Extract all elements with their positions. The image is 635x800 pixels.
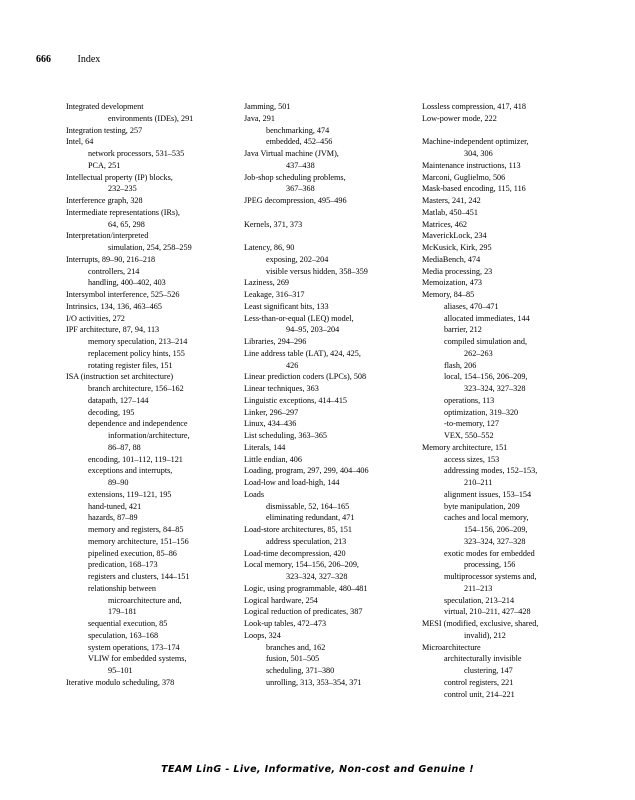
index-entry: Masters, 241, 242 <box>422 196 481 205</box>
index-continuation: 86–87, 88 <box>108 442 141 452</box>
index-continuation: microarchitecture and, <box>108 595 182 605</box>
index-entry: Mask-based encoding, 115, 116 <box>422 184 526 194</box>
index-subentry: memory speculation, 213–214 <box>88 337 188 346</box>
index-entry: Matlab, 450–451 <box>422 207 478 217</box>
index-subentry: control unit, 214–221 <box>444 689 515 699</box>
index-continuation: 89–90 <box>108 478 129 487</box>
index-subentry: VEX, 550–552 <box>444 431 494 440</box>
index-entry: Memory, 84–85 <box>422 290 475 299</box>
index-subentry: optimization, 319–320 <box>444 407 519 417</box>
index-continuation: 323–324, 327–328 <box>464 536 526 546</box>
index-subentry: speculation, 213–214 <box>444 595 515 605</box>
index-entry: Interpretation/interpreted <box>66 231 149 241</box>
index-subentry: eliminating redundant, 471 <box>266 513 355 523</box>
page-header <box>36 54 100 65</box>
index-entry: IPF architecture, 87, 94, 113 <box>66 325 160 335</box>
index-entry: Linguistic exceptions, 414–415 <box>244 395 348 405</box>
index-subentry: rotating register files, 151 <box>88 360 173 370</box>
index-entry: Load-low and load-high, 144 <box>244 478 340 487</box>
index-subentry: caches and local memory, <box>444 513 529 523</box>
index-continuation: 94–95, 203–204 <box>286 325 340 335</box>
index-entry: Job-shop scheduling problems, <box>244 172 346 182</box>
index-entry: Iterative modulo scheduling, 378 <box>66 677 175 687</box>
index-entry: Logical hardware, 254 <box>244 595 318 605</box>
index-subentry: access sizes, 153 <box>444 454 500 464</box>
index-subentry: allocated immediates, 144 <box>444 313 530 323</box>
index-entry: Intrinsics, 134, 136, 463–465 <box>66 301 162 311</box>
index-subentry: multiprocessor systems and, <box>444 572 537 581</box>
index-continuation: 179–181 <box>108 607 137 617</box>
index-entry: Intersymbol interference, 525–526 <box>66 290 180 299</box>
index-subentry: relationship between <box>88 583 156 593</box>
index-subentry: exposing, 202–204 <box>266 254 329 264</box>
index-subentry: dependence and independence <box>88 419 188 429</box>
index-subentry: network processors, 531–535 <box>88 149 185 158</box>
index-continuation: environments (IDEs), 291 <box>108 113 194 123</box>
index-subentry: PCA, 251 <box>88 160 121 170</box>
index-subentry: control registers, 221 <box>444 677 514 687</box>
index-entry: Java, 291 <box>244 113 275 123</box>
index-entry: Machine-independent optimizer, <box>422 137 529 147</box>
index-subentry: replacement policy hints, 155 <box>88 348 185 358</box>
index-entry: Linear prediction coders (LPCs), 508 <box>244 372 367 382</box>
index-subentry: scheduling, 371–380 <box>266 666 335 675</box>
index-entry: MESI (modified, exclusive, shared, <box>422 619 539 628</box>
index-subentry: handling, 400–402, 403 <box>88 278 166 288</box>
index-entry: Interference graph, 328 <box>66 196 143 205</box>
index-entry: Media processing, 23 <box>422 266 493 276</box>
index-subentry: dismissable, 52, 164–165 <box>266 501 350 511</box>
index-continuation: invalid), 212 <box>464 630 506 640</box>
index-entry: Loads <box>244 489 265 499</box>
index-entry: Java Virtual machine (JVM), <box>244 149 339 158</box>
index-subentry: sequential execution, 85 <box>88 619 168 628</box>
index-continuation: 437–438 <box>286 160 315 170</box>
index-entry: Literals, 144 <box>244 442 286 452</box>
section-gap <box>244 230 422 242</box>
index-subentry: registers and clusters, 144–151 <box>88 572 190 581</box>
index-subentry: fusion, 501–505 <box>266 654 320 664</box>
index-continuation: 154–156, 206–209, <box>464 525 528 534</box>
page-number: 666 <box>36 54 51 65</box>
index-subentry: aliases, 470–471 <box>444 301 499 311</box>
index-entry: Microarchitecture <box>422 642 481 652</box>
index-subentry: addressing modes, 152–153, <box>444 466 538 476</box>
index-entry: Maintenance instructions, 113 <box>422 160 521 170</box>
index-entry: Line address table (LAT), 424, 425, <box>244 348 361 358</box>
index-continuation: 262–263 <box>464 348 493 358</box>
index-column-2 <box>244 101 422 689</box>
index-subentry: decoding, 195 <box>88 407 135 417</box>
index-entry: Interrupts, 89–90, 216–218 <box>66 254 156 264</box>
index-subentry: memory architecture, 151–156 <box>88 536 189 546</box>
index-entry: Little endian, 406 <box>244 454 302 464</box>
index-entry: Marconi, Guglielmo, 506 <box>422 172 506 182</box>
index-subentry: controllers, 214 <box>88 266 140 276</box>
index-subentry: architecturally invisible <box>444 654 522 664</box>
index-continuation: 232–235 <box>108 184 137 194</box>
index-entry: Linear techniques, 363 <box>244 384 319 393</box>
index-entry: Logical reduction of predicates, 387 <box>244 607 363 617</box>
index-subentry: compiled simulation and, <box>444 337 527 346</box>
index-entry: JPEG decompression, 495–496 <box>244 196 347 205</box>
index-entry: Local memory, 154–156, 206–209, <box>244 560 359 570</box>
index-continuation: 323–324, 327–328 <box>464 384 526 393</box>
index-subentry: VLIW for embedded systems, <box>88 654 187 664</box>
index-subentry: branches and, 162 <box>266 642 326 652</box>
index-entry: Kernels, 371, 373 <box>244 219 303 229</box>
index-entry: Load-store architectures, 85, 151 <box>244 525 352 534</box>
index-continuation: clustering, 147 <box>464 666 513 675</box>
index-continuation: 64, 65, 298 <box>108 219 145 229</box>
index-column-3 <box>422 101 602 700</box>
index-entry: Loops, 324 <box>244 630 281 640</box>
index-subentry: embedded, 452–456 <box>266 137 333 147</box>
running-title: Index <box>77 54 101 65</box>
index-continuation: 426 <box>286 360 299 370</box>
index-continuation: 304, 306 <box>464 149 493 158</box>
index-entry: MaverickLock, 234 <box>422 231 487 241</box>
index-entry: Intermediate representations (IRs), <box>66 207 180 217</box>
index-subentry: extensions, 119–121, 195 <box>88 489 172 499</box>
index-subentry: address speculation, 213 <box>266 536 347 546</box>
index-subentry: operations, 113 <box>444 395 495 405</box>
index-column-1 <box>66 101 244 689</box>
footer-banner: TEAM LinG - Live, Informative, Non-cost and Genuine ! <box>161 764 474 775</box>
index-subentry: datapath, 127–144 <box>88 395 149 405</box>
index-subentry: alignment issues, 153–154 <box>444 489 532 499</box>
index-subentry: virtual, 210–211, 427–428 <box>444 607 531 617</box>
index-continuation: simulation, 254, 258–259 <box>108 243 192 252</box>
index-subentry: exotic modes for embedded <box>444 548 535 558</box>
index-subentry: system operations, 173–174 <box>88 642 180 652</box>
index-continuation: 210–211 <box>464 478 493 487</box>
index-entry: MediaBench, 474 <box>422 254 481 264</box>
index-entry: Memory architecture, 151 <box>422 442 508 452</box>
index-entry: McKusick, Kirk, 295 <box>422 243 492 252</box>
index-continuation: information/architecture, <box>108 431 190 440</box>
index-entry: Jamming, 501 <box>244 102 291 111</box>
index-entry: Libraries, 294–296 <box>244 337 307 346</box>
index-subentry: unrolling, 313, 353–354, 371 <box>266 677 362 687</box>
index-continuation: 367–368 <box>286 184 315 194</box>
index-subentry: -to-memory, 127 <box>444 419 499 429</box>
index-entry: List scheduling, 363–365 <box>244 431 328 440</box>
index-subentry: speculation, 163–168 <box>88 630 159 640</box>
index-entry: Latency, 86, 90 <box>244 243 295 252</box>
index-continuation: 211–213 <box>464 583 493 593</box>
index-entry: Look-up tables, 472–473 <box>244 619 327 628</box>
index-entry: Logic, using programmable, 480–481 <box>244 583 368 593</box>
index-subentry: flash, 206 <box>444 360 477 370</box>
index-subentry: barrier, 212 <box>444 325 482 335</box>
index-subentry: hazards, 87–89 <box>88 513 138 523</box>
index-continuation: 323–324, 327–328 <box>286 572 348 581</box>
index-subentry: byte manipulation, 209 <box>444 501 520 511</box>
index-continuation: processing, 156 <box>464 560 516 570</box>
index-entry: Laziness, 269 <box>244 278 290 288</box>
index-entry: Lossless compression, 417, 418 <box>422 102 526 111</box>
index-subentry: visible versus hidden, 358–359 <box>266 266 368 276</box>
index-entry: Linker, 296–297 <box>244 407 299 417</box>
index-entry: Least significant bits, 133 <box>244 301 329 311</box>
index-subentry: hand-tuned, 421 <box>88 501 142 511</box>
index-entry: Load-time decompression, 420 <box>244 548 346 558</box>
index-subentry: local, 154–156, 206–209, <box>444 372 528 382</box>
index-entry: Matrices, 462 <box>422 219 468 229</box>
index-entry: Intellectual property (IP) blocks, <box>66 172 173 182</box>
index-entry: Less-than-or-equal (LEQ) model, <box>244 313 354 323</box>
index-entry: Linux, 434–436 <box>244 419 297 429</box>
index-entry: Integration testing, 257 <box>66 125 143 135</box>
index-entry: Leakage, 316–317 <box>244 290 305 299</box>
index-entry: I/O activities, 272 <box>66 313 125 323</box>
section-gap <box>422 125 602 137</box>
index-entry: Low-power mode, 222 <box>422 113 497 123</box>
index-subentry: branch architecture, 156–162 <box>88 384 184 393</box>
section-gap <box>244 207 422 219</box>
index-entry: Intel, 64 <box>66 137 94 147</box>
index-subentry: memory and registers, 84–85 <box>88 525 184 534</box>
index-entry: ISA (instruction set architecture) <box>66 372 174 382</box>
index-subentry: predication, 168–173 <box>88 560 158 570</box>
index-entry: Memoization, 473 <box>422 278 483 288</box>
index-continuation: 95–101 <box>108 666 133 675</box>
index-subentry: exceptions and interrupts, <box>88 466 173 476</box>
index-entry: Integrated development <box>66 102 144 111</box>
index-subentry: pipelined execution, 85–86 <box>88 548 177 558</box>
index-subentry: encoding, 101–112, 119–121 <box>88 454 183 464</box>
index-subentry: benchmarking, 474 <box>266 125 330 135</box>
index-entry: Loading, program, 297, 299, 404–406 <box>244 466 369 476</box>
